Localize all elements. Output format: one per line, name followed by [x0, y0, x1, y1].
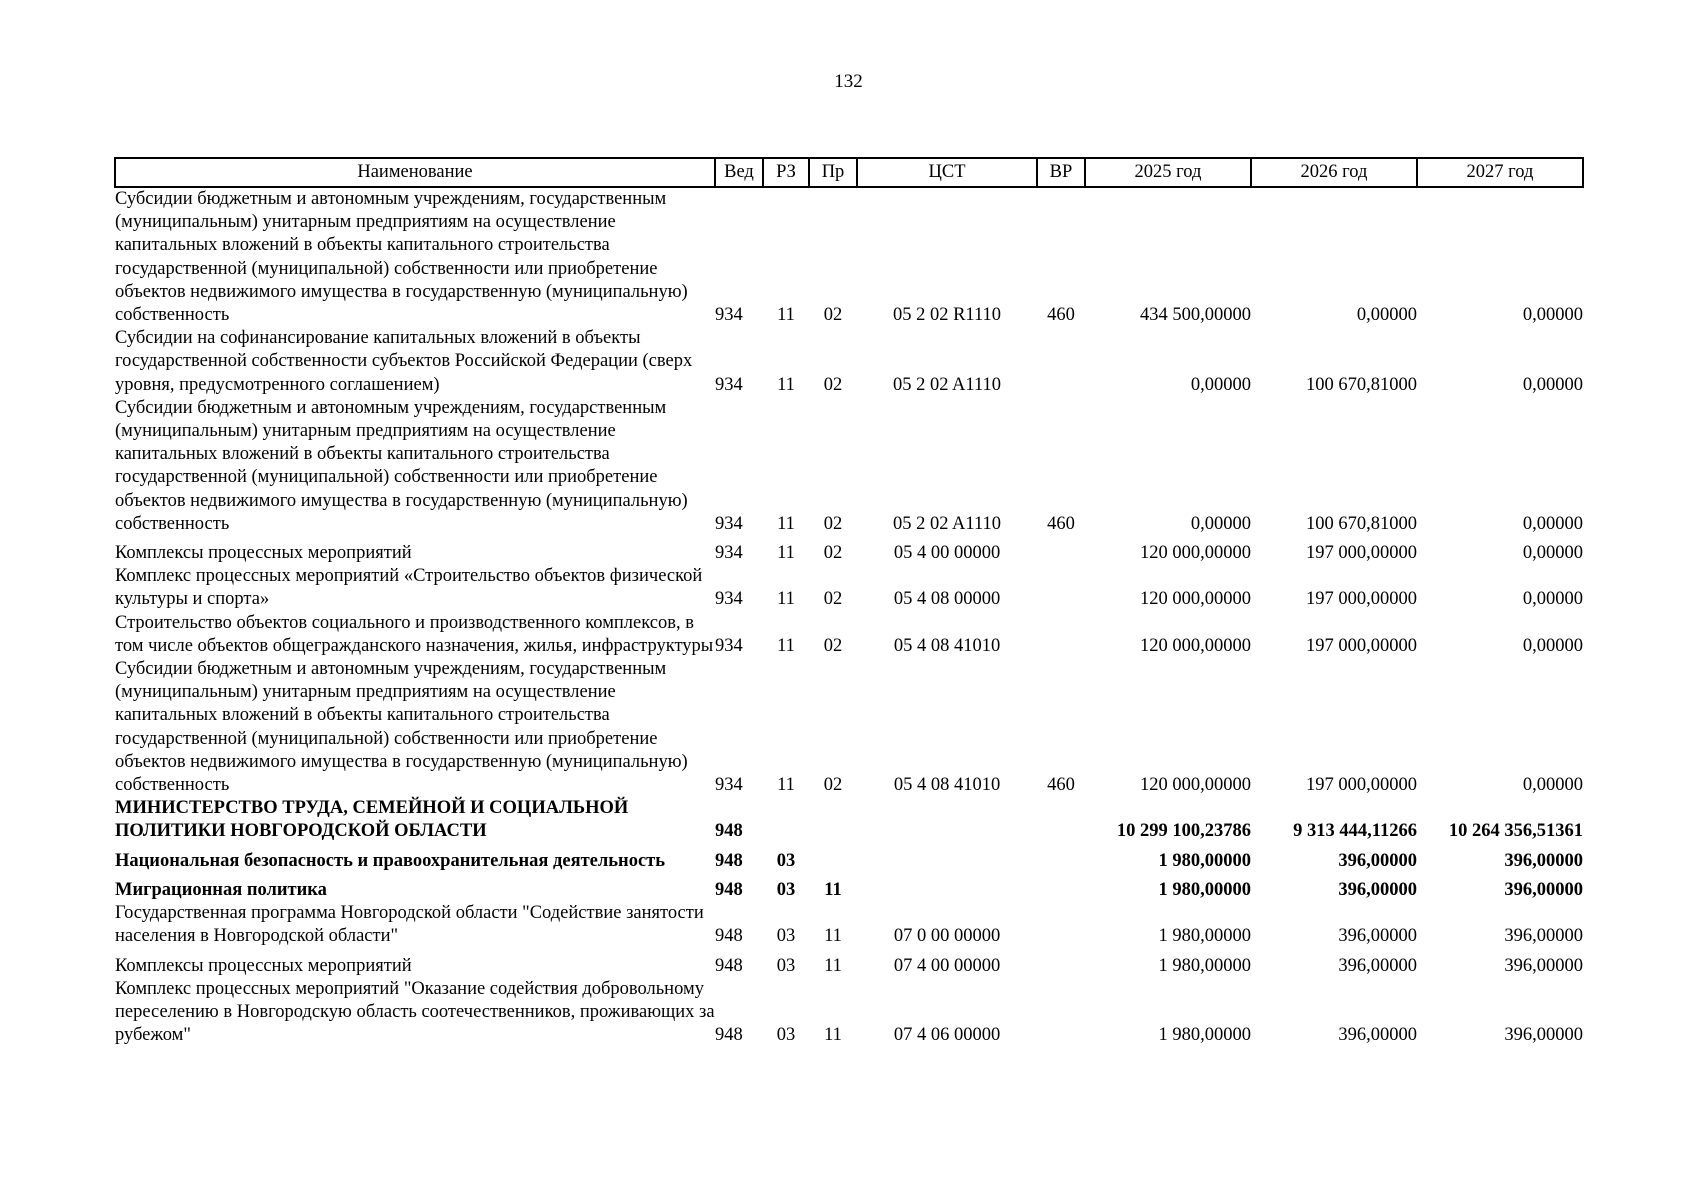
table-row: [115, 397, 1583, 536]
row-2025: 1 980,00000: [1158, 850, 1251, 871]
row-vr: [1037, 327, 1085, 397]
row-2027: 0,00000: [1522, 374, 1583, 395]
row-rz: 11: [777, 513, 795, 534]
row-2025: 1 980,00000: [1158, 1025, 1251, 1046]
row-rz: 03: [776, 850, 796, 871]
row-2027: 0,00000: [1522, 305, 1583, 326]
row-2027: 0,00000: [1522, 775, 1583, 796]
row-name: Миграционная политика: [115, 879, 327, 900]
row-ved: 934: [715, 513, 743, 534]
row-pr: 02: [823, 635, 843, 656]
row-name: Субсидии бюджетным и автономным учреждениям, государственным (муниципальным) унитарным предприятиям на осуществление капитальных вложений в объекты капитального строительства государственной (муниципальной) собственности или приобретение объектов недвижимого имущества в государственную (муниципальную) собственность: [115, 189, 688, 326]
row-name: Комплексы процессных мероприятий: [115, 955, 412, 976]
row-ved: 948: [715, 821, 743, 842]
row-2025: 10 299 100,23786: [1116, 821, 1251, 842]
row-cst: 05 4 08 41010: [893, 775, 1001, 796]
row-cst: 05 2 02 A1110: [892, 374, 1002, 395]
row-cst: 05 4 00 00000: [893, 543, 1001, 564]
row-vr: [1037, 978, 1085, 1048]
row-2026: 9 313 444,11266: [1293, 821, 1417, 842]
table-row: [115, 949, 1583, 978]
row-name: МИНИСТЕРСТВО ТРУДА, СЕМЕЙНОЙ И СОЦИАЛЬНОЙ ПОЛИТИКИ НОВГОРОДСКОЙ ОБЛАСТИ: [115, 798, 629, 842]
row-pr: 02: [823, 305, 843, 326]
row-2027: 396,00000: [1504, 1025, 1583, 1046]
header-rz: РЗ: [763, 158, 809, 187]
row-ved: 948: [715, 955, 743, 976]
row-2026: 100 670,81000: [1306, 374, 1417, 395]
row-rz: 11: [777, 543, 795, 564]
row-2026: 396,00000: [1338, 850, 1417, 871]
row-pr: 02: [823, 374, 843, 395]
row-pr: 11: [824, 1025, 842, 1046]
row-vr: [1037, 902, 1085, 948]
row-ved: 934: [715, 305, 743, 326]
row-2026: 0,00000: [1356, 305, 1417, 326]
row-2025: 1 980,00000: [1158, 879, 1251, 900]
row-name: Национальная безопасность и правоохранительная деятельность: [115, 850, 666, 871]
row-vr: 460: [1047, 775, 1075, 796]
row-2026: 396,00000: [1338, 926, 1417, 947]
row-rz: 11: [777, 589, 795, 610]
row-ved: 948: [715, 1025, 743, 1046]
table-row: [115, 565, 1583, 611]
row-2027: 0,00000: [1522, 513, 1583, 534]
row-2027: 396,00000: [1504, 879, 1583, 900]
row-pr: [809, 844, 857, 873]
row-vr: [1037, 949, 1085, 978]
row-2027: 396,00000: [1504, 850, 1583, 871]
row-cst: 05 2 02 A1110: [892, 513, 1002, 534]
row-cst: 05 2 02 R1110: [892, 305, 1002, 326]
table-row: [115, 978, 1583, 1048]
row-2025: 434 500,00000: [1140, 305, 1251, 326]
row-cst: 05 4 08 41010: [893, 635, 1001, 656]
header-2026: 2026 год: [1251, 158, 1417, 187]
row-2026: 396,00000: [1338, 955, 1417, 976]
table-row: [115, 902, 1583, 948]
row-vr: [1037, 612, 1085, 658]
table-header-row: [115, 158, 1583, 187]
row-vr: [1037, 536, 1085, 565]
row-cst: 07 4 00 00000: [893, 955, 1001, 976]
table-row-section: [115, 844, 1583, 873]
row-vr: 460: [1047, 513, 1075, 534]
row-ved: 934: [715, 589, 743, 610]
row-rz: 11: [777, 775, 795, 796]
header-2025: 2025 год: [1085, 158, 1251, 187]
row-name: Субсидии на софинансирование капитальных вложений в объекты государственной собственности субъектов Российской Федерации (сверх уровня, предусмотренного соглашением): [115, 328, 693, 395]
row-pr: [809, 797, 857, 843]
row-name: Комплекс процессных мероприятий "Оказание содействия добровольному переселению в Новгородскую область соотечественников, проживающих за рубежом": [115, 978, 715, 1046]
header-name: Наименование: [115, 158, 715, 187]
row-rz: 11: [777, 305, 795, 326]
header-2027: 2027 год: [1417, 158, 1583, 187]
row-rz: 11: [777, 635, 795, 656]
row-name: Государственная программа Новгородской области "Содействие занятости населения в Новгородской области": [115, 903, 704, 947]
row-ved: 934: [715, 374, 743, 395]
row-2027: 10 264 356,51361: [1448, 821, 1583, 842]
row-vr: 460: [1047, 305, 1075, 326]
header-vr: ВР: [1037, 158, 1085, 187]
row-2026: 197 000,00000: [1306, 589, 1417, 610]
header-pr: Пр: [809, 158, 857, 187]
row-pr: 11: [824, 955, 842, 976]
row-ved: 948: [715, 926, 743, 947]
row-rz: 03: [776, 1025, 796, 1046]
row-2026: 396,00000: [1338, 879, 1417, 900]
row-name: Субсидии бюджетным и автономным учреждениям, государственным (муниципальным) унитарным предприятиям на осуществление капитальных вложений в объекты капитального строительства государственной (муниципальной) собственности или приобретение объектов недвижимого имущества в государственную (муниципальную) собственность: [115, 659, 688, 796]
row-pr: 02: [823, 513, 843, 534]
row-2027: 0,00000: [1522, 635, 1583, 656]
row-name: Комплексы процессных мероприятий: [115, 543, 412, 564]
row-cst: 07 4 06 00000: [893, 1025, 1001, 1046]
row-2025: 0,00000: [1190, 374, 1251, 395]
row-name: Строительство объектов социального и производственного комплексов, в том числе объектов общегражданского назначения, жилья, инфраструктуры: [115, 612, 714, 656]
row-vr: [1037, 797, 1085, 843]
table-row: [115, 658, 1583, 797]
row-ved: 934: [715, 543, 743, 564]
row-pr: 11: [824, 879, 842, 900]
row-pr: 02: [823, 589, 843, 610]
row-vr: [1037, 844, 1085, 873]
row-ved: 948: [715, 850, 743, 871]
row-cst: 05 4 08 00000: [893, 589, 1001, 610]
row-2025: 120 000,00000: [1140, 589, 1251, 610]
row-ved: 934: [715, 775, 743, 796]
row-rz: [763, 797, 809, 843]
budget-table: [114, 157, 1584, 1047]
row-vr: [1037, 873, 1085, 902]
row-pr: 11: [824, 926, 842, 947]
row-rz: 11: [777, 374, 795, 395]
row-ved: 934: [715, 635, 743, 656]
row-name: Субсидии бюджетным и автономным учреждениям, государственным (муниципальным) унитарным предприятиям на осуществление капитальных вложений в объекты капитального строительства государственной (муниципальной) собственности или приобретение объектов недвижимого имущества в государственную (муниципальную) собственность: [115, 397, 688, 534]
row-2027: 396,00000: [1504, 955, 1583, 976]
header-cst: ЦСТ: [857, 158, 1037, 187]
row-pr: 02: [823, 543, 843, 564]
row-2027: 0,00000: [1522, 543, 1583, 564]
row-2026: 197 000,00000: [1306, 635, 1417, 656]
row-cst: [857, 844, 1037, 873]
row-2027: 0,00000: [1522, 589, 1583, 610]
table-row: [115, 327, 1583, 397]
header-ved: Вед: [715, 158, 763, 187]
row-rz: 03: [776, 926, 796, 947]
row-cst: [857, 873, 1037, 902]
row-rz: 03: [776, 955, 796, 976]
row-2025: 120 000,00000: [1140, 635, 1251, 656]
row-2026: 396,00000: [1338, 1025, 1417, 1046]
row-cst: [857, 797, 1037, 843]
row-2025: 1 980,00000: [1158, 926, 1251, 947]
row-2026: 197 000,00000: [1306, 775, 1417, 796]
row-2025: 1 980,00000: [1158, 955, 1251, 976]
table-row: [115, 536, 1583, 565]
table-row: [115, 612, 1583, 658]
row-2027: 396,00000: [1504, 926, 1583, 947]
row-2025: 120 000,00000: [1140, 775, 1251, 796]
row-2025: 120 000,00000: [1140, 543, 1251, 564]
row-ved: 948: [715, 879, 743, 900]
table-row: [115, 187, 1583, 327]
row-pr: 02: [823, 775, 843, 796]
page-number: 132: [834, 71, 863, 92]
row-name: Комплекс процессных мероприятий «Строительство объектов физической культуры и спорта»: [115, 566, 703, 610]
table-row-subsection: [115, 873, 1583, 902]
row-2026: 100 670,81000: [1306, 513, 1417, 534]
table-row-ministry: [115, 797, 1583, 843]
row-cst: 07 0 00 00000: [893, 926, 1001, 947]
row-vr: [1037, 565, 1085, 611]
row-2026: 197 000,00000: [1306, 543, 1417, 564]
row-2025: 0,00000: [1190, 513, 1251, 534]
row-rz: 03: [776, 879, 796, 900]
